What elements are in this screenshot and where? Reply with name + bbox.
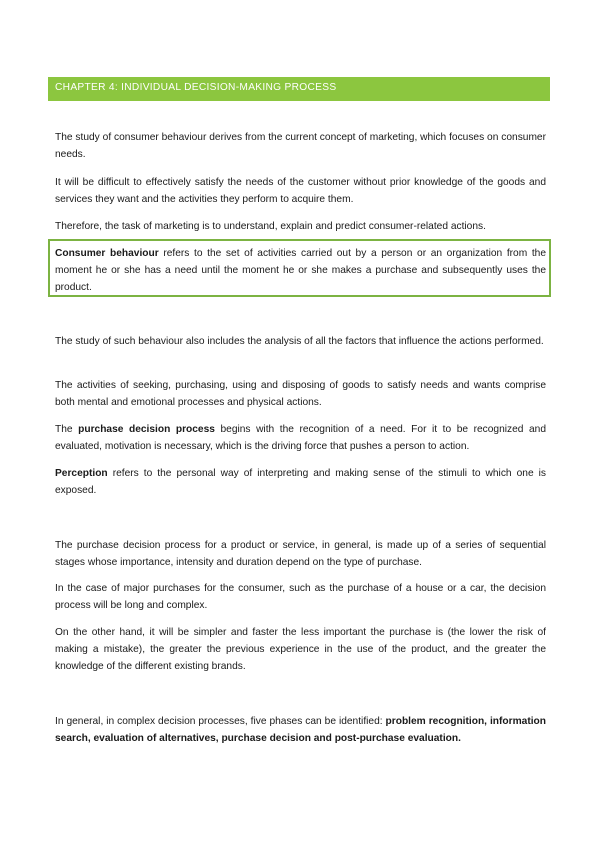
text-segment: begins with the recognition of a need. For it to be recognized and evaluated, motivation is necessary, which is the driving force that pushes a person to action. xyxy=(55,424,546,452)
term-five-phases: problem recognition, information search, evaluation of alternatives, purchase decision and post-purchase evaluation. xyxy=(55,716,546,744)
text-segment: In general, in complex decision processes, five phases can be identified: xyxy=(55,716,386,727)
paragraph-perception xyxy=(55,465,546,499)
term-consumer-behaviour: Consumer behaviour xyxy=(55,248,159,259)
definition-text: refers to the set of activities carried out by a person or an organization from the moment he or she has a need until the moment he or she makes a purchase and subsequently uses the product. xyxy=(55,248,546,293)
chapter-header-bar xyxy=(48,77,550,101)
paragraph-major-purchases: In the case of major purchases for the consumer, such as the purchase of a house or a car, the decision process will be long and complex. xyxy=(55,583,546,611)
paragraph-simpler-faster: On the other hand, it will be simpler and faster the less important the purchase is (the lower the risk of making a mistake), the greater the previous experience in the use of the product, and the greater the knowledge of the different existing brands. xyxy=(55,627,546,672)
paragraph-sequential-stages: The purchase decision process for a product or service, in general, is made up of a series of sequential stages whose importance, intensity and duration depend on the type of purchase. xyxy=(55,540,546,568)
paragraph-analysis-of-factors: The study of such behaviour also includes the analysis of all the factors that influence the actions performed. xyxy=(55,336,544,347)
term-purchase-decision-process: purchase decision process xyxy=(78,424,215,435)
term-perception: Perception xyxy=(55,468,108,479)
paragraph-five-phases xyxy=(55,713,546,747)
paragraph-purchase-decision-process xyxy=(55,421,546,455)
definition-consumer-behaviour xyxy=(55,245,546,296)
paragraph-task-of-marketing: Therefore, the task of marketing is to understand, explain and predict consumer-related actions. xyxy=(55,221,486,232)
text-segment: refers to the personal way of interpreting and making sense of the stimuli to which one is exposed. xyxy=(55,468,546,496)
paragraph-activities: The activities of seeking, purchasing, using and disposing of goods to satisfy needs and wants comprise both mental and emotional processes and physical actions. xyxy=(55,380,546,408)
text-segment: The xyxy=(55,424,79,435)
paragraph-satisfy-needs: It will be difficult to effectively satisfy the needs of the customer without prior knowledge of the goods and services they want and the activities they perform to acquire them. xyxy=(55,177,546,205)
chapter-title: CHAPTER 4: INDIVIDUAL DECISION-MAKING PROCESS xyxy=(55,82,337,93)
paragraph-consumer-behaviour-concept: The study of consumer behaviour derives from the current concept of marketing, which focuses on consumer needs. xyxy=(55,132,546,160)
